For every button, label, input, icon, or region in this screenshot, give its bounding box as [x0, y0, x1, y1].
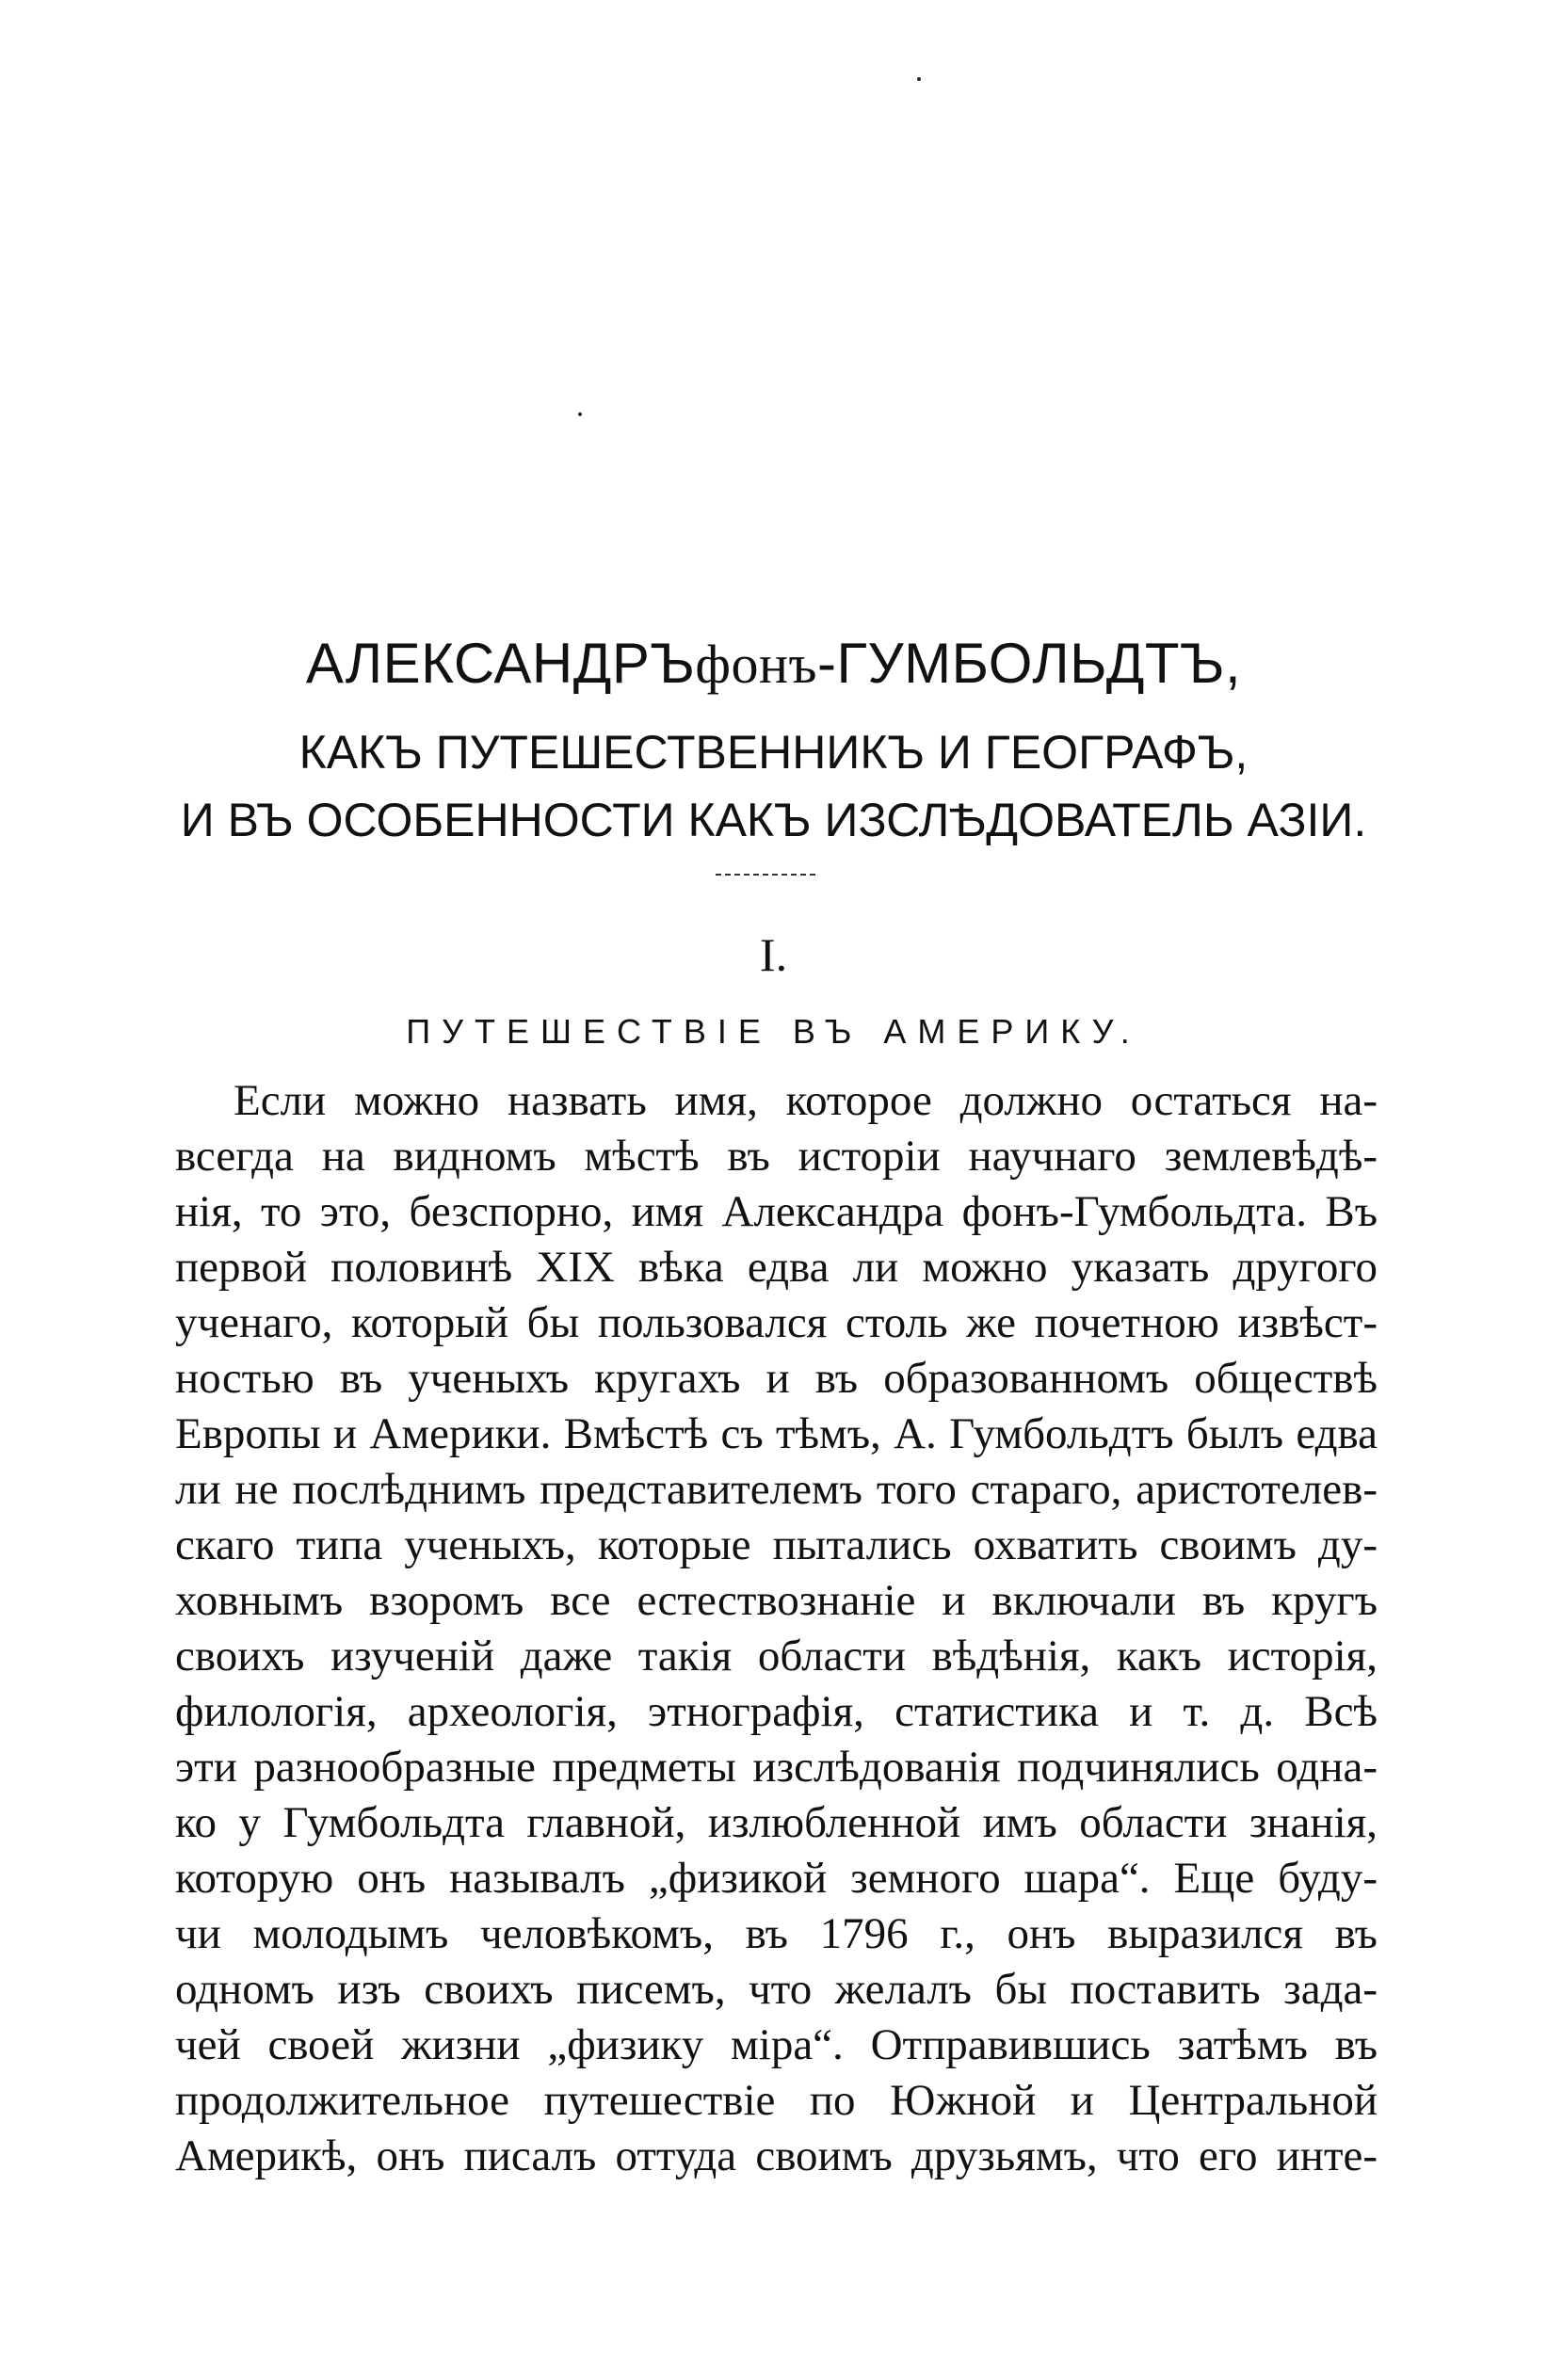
- text-line: ученаго, который бы пользовался столь же почетною извѣст-: [175, 1298, 1378, 1347]
- book-subtitle-line-1: КАКЪ ПУТЕШЕСТВЕННИКЪ И ГЕОГРАФЪ,: [298, 726, 1249, 779]
- text-line: филологія, археологія, этнографія, статистика и т. д. Всѣ: [175, 1687, 1378, 1736]
- book-title-particle: фонъ: [695, 634, 817, 695]
- print-speck: [917, 77, 921, 81]
- text-line: эти разнообразные предметы изслѣдованія подчинялись одна-: [175, 1743, 1378, 1792]
- text-line: одномъ изъ своихъ писемъ, что желалъ бы поставить зада-: [175, 1965, 1378, 2014]
- text-line: продолжительное путешествіе по Южной и Центральной: [175, 2076, 1378, 2125]
- book-title-name: АЛЕКСАНДРЪ: [305, 632, 696, 695]
- body-paragraph: [175, 1073, 1378, 2184]
- text-line: Европы и Америки. Вмѣстѣ съ тѣмъ, А. Гумбольдтъ былъ едва: [175, 1409, 1378, 1458]
- book-title: [0, 631, 1547, 696]
- text-line: ностью въ ученыхъ кругахъ и въ образованномъ обществѣ: [175, 1354, 1378, 1403]
- text-line: всегда на видномъ мѣстѣ въ исторіи научнаго землевѣдѣ-: [175, 1132, 1378, 1181]
- chapter-heading: ПУТЕШЕСТВІЕ ВЪ АМЕРИКУ.: [406, 1012, 1141, 1051]
- text-line: ховнымъ взоромъ все естествознаніе и включали въ кругъ: [175, 1576, 1378, 1625]
- text-line: первой половинѣ XIX вѣка едва ли можно указать другого: [175, 1243, 1378, 1292]
- text-line: Если можно назвать имя, которое должно остаться на-: [234, 1076, 1378, 1125]
- text-line: скаго типа ученыхъ, которые пытались охватить своимъ ду-: [175, 1520, 1378, 1569]
- text-line: Америкѣ, онъ писалъ оттуда своимъ друзьямъ, что его инте-: [175, 2131, 1378, 2180]
- chapter-number: I.: [759, 928, 788, 981]
- book-subtitle-line-2: И ВЪ ОСОБЕННОСТИ КАКЪ ИЗСЛѢДОВАТЕЛЬ АЗІИ.: [180, 794, 1367, 846]
- text-line: чей своей жизни „физику міра“. Отправившись затѣмъ въ: [175, 2020, 1378, 2069]
- text-line: своихъ изученій даже такія области вѣдѣнія, какъ исторія,: [175, 1632, 1378, 1680]
- print-speck: [578, 412, 582, 416]
- text-line: ко у Гумбольдта главной, излюбленной имъ области знанія,: [175, 1798, 1378, 1847]
- book-title-surname: -ГУМБОЛЬДТЪ,: [817, 632, 1242, 695]
- text-line: нія, то это, безспорно, имя Александра фонъ-Гумбольдта. Въ: [175, 1187, 1378, 1236]
- text-line: которую онъ называлъ „физикой земного шара“. Еще буду-: [175, 1854, 1378, 1903]
- text-line: ли не послѣднимъ представителемъ того стараго, аристотелев-: [175, 1465, 1378, 1514]
- section-divider: [716, 874, 815, 876]
- text-line: чи молодымъ человѣкомъ, въ 1796 г., онъ выразился въ: [175, 1909, 1378, 1958]
